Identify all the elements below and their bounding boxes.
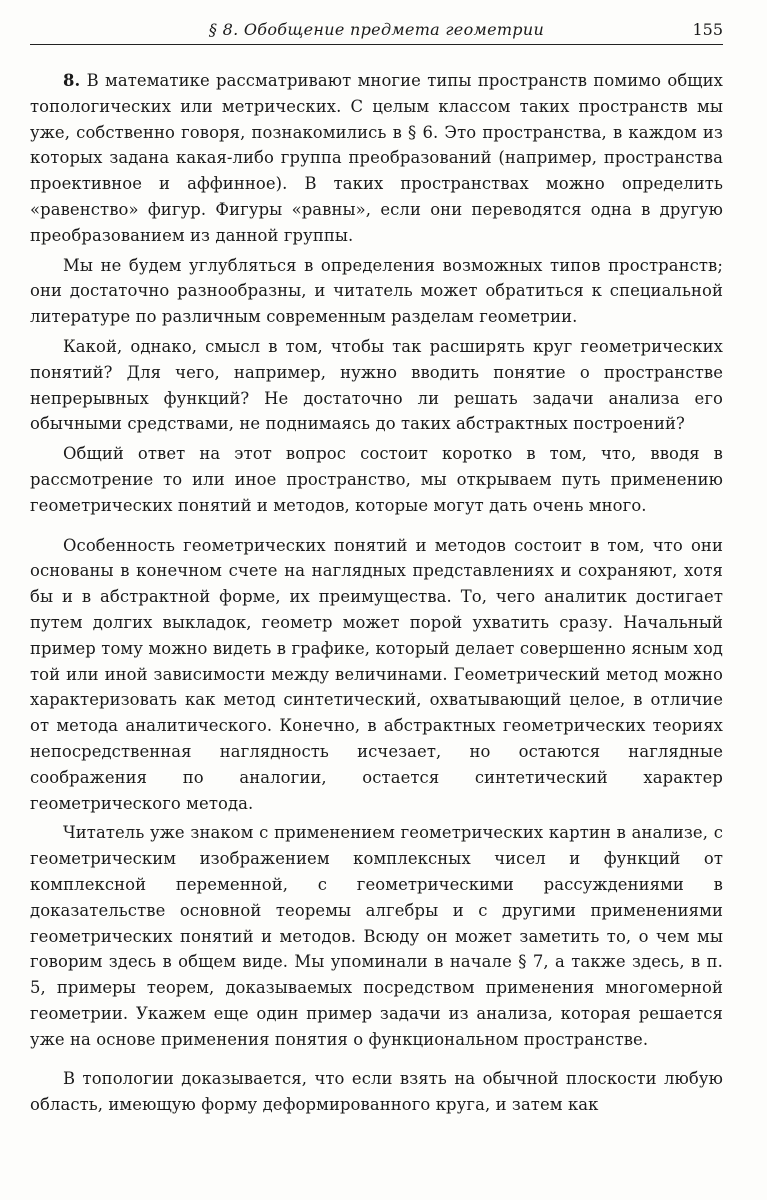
paragraph-1-text: В математике рассматривают многие типы пространств помимо общих топологических или метрических. С целым классом таких пространств мы уже, собственно говоря, познакомились в § 6. Это пространства, в каждом из которых задана какая-либо группа преобразований (например, пространства проективное и аффинное). В таких пространствах можно определить «равенство» фигур. Фигуры «равны», если они переводятся одна в другую преобразованием из данной группы.: [30, 71, 723, 245]
paragraph-4: Общий ответ на этот вопрос состоит коротко в том, что, вводя в рассмотрение то или иное пространство, мы открываем путь применению геометрических понятий и методов, которые могут дать очень много.: [30, 444, 723, 515]
paragraph-5: Особенность геометрических понятий и методов состоит в том, что они основаны в конечном счете на наглядных представлениях и сохраняют, хотя бы и в абстрактной форме, их преимущества. То, чего аналитик достигает путем долгих выкладок, геометр может порой ухватить сразу. Начальный пример тому можно видеть в графике, который делает совершенно ясным ход той или иной зависимости между величинами. Геометрический метод можно характеризовать как метод синтетический, охватывающий целое, в отличие от метода аналитического. Конечно, в абстрактных геометрических теориях непосредственная наглядность исчезает, но остаются наглядные соображения по аналогии, остается синтетический характер геометрического метода.: [30, 535, 723, 813]
paragraph-2: Мы не будем углубляться в определения возможных типов пространств; они достаточно разнообразны, и читатель может обратиться к специальной литературе по различным современным разделам геометрии.: [30, 255, 723, 327]
paragraph-7: В топологии доказывается, что если взять на обычной плоскости любую область, имеющую форму деформированного круга, и затем как: [30, 1069, 723, 1115]
paragraph-1: [30, 68, 723, 249]
paragraph-3: Какой, однако, смысл в том, чтобы так расширять круг геометрических понятий? Для чего, например, нужно вводить понятие о пространстве непрерывных функций? Не достаточно ли решать задачи анализа его обычными средствами, не поднимаясь до таких абстрактных построений?: [30, 336, 723, 434]
running-head: [30, 20, 723, 45]
body-text: [30, 68, 723, 1122]
paragraph-6: Читатель уже знаком с применением геометрических картин в анализе, с геометрическим изображением комплексных чисел и функций от комплексной переменной, с геометрическими рассуждениями в доказательстве основной теоремы алгебры и с другими применениями геометрических понятий и методов. Всюду он может заметить то, о чем мы говорим здесь в общем виде. Мы упоминали в начале § 7, а также здесь, в п. 5, примеры теорем, доказываемых посредством применения многомерной геометрии. Укажем еще один пример задачи из анализа, которая решается уже на основе применения понятия о функциональном пространстве.: [30, 823, 723, 1049]
section-number: 8.: [63, 71, 81, 90]
section-title: § 8. Обобщение предмета геометрии: [208, 20, 545, 39]
page-number: 155: [692, 20, 723, 39]
